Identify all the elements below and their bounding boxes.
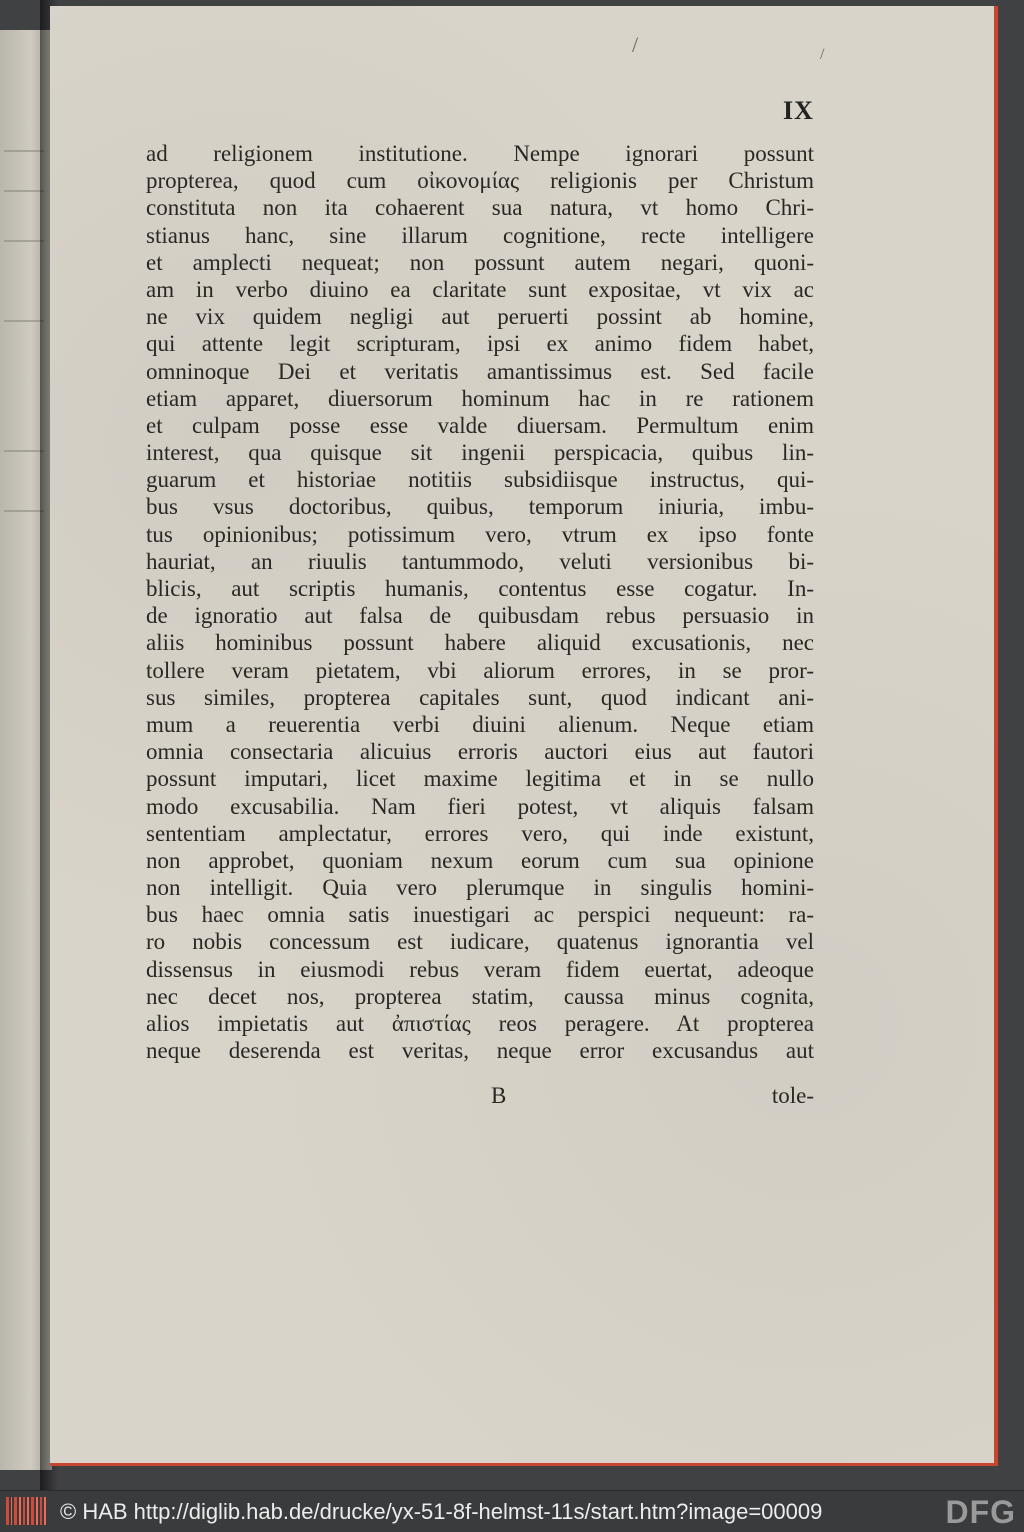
text-line: am in verbo diuino ea claritate sunt expositae, vt vix ac: [146, 276, 814, 302]
copyright-link[interactable]: © HAB http://diglib.hab.de/drucke/yx-51-8f-helmst-11s/start.htm?image=00009: [60, 1499, 823, 1524]
text-line: omnia consectaria alicuius erroris auctori eius aut fautori: [146, 739, 814, 765]
text-line: dissensus in eiusmodi rebus veram fidem euertat, adeoque: [146, 956, 814, 982]
text-line: aliis hominibus possunt habere aliquid excusationis, nec: [146, 630, 814, 656]
text-line: de ignoratio aut falsa de quibusdam rebus persuasio in: [146, 603, 814, 629]
text-line: nec decet nos, propterea statim, caussa minus cognita,: [146, 983, 814, 1009]
text-line: et amplecti nequeat; non possunt autem negari, quoni-: [146, 249, 814, 275]
text-line: ne vix quidem negligi aut peruerti possint ab homine,: [146, 304, 814, 330]
body-text: [146, 140, 814, 1064]
viewer-footer-bar: [0, 1490, 1024, 1532]
text-line: interest, qua quisque sit ingenii perspicacia, quibus lin-: [146, 440, 814, 466]
pencil-mark: /: [820, 46, 825, 63]
text-line: omninoque Dei et veritatis amantissimus est. Sed facile: [146, 358, 814, 384]
text-line: blicis, aut scriptis humanis, contentus esse cogatur. In-: [146, 576, 814, 601]
text-line: tollere veram pietatem, vbi aliorum errores, in se pror-: [146, 657, 814, 683]
text-line: alios impietatis aut ἀπιστίας reos peragere. At propterea: [146, 1011, 814, 1036]
text-line: qui attente legit scripturam, ipsi ex animo fidem habet,: [146, 331, 814, 357]
page-number: IX: [783, 96, 814, 125]
text-line: ro nobis concessum est iudicare, quatenus ignorantia vel: [146, 929, 814, 955]
text-line: etiam apparet, diuersorum hominum hac in re rationem: [146, 385, 814, 411]
signature-mark: B: [491, 1083, 507, 1108]
text-line: bus vsus doctoribus, quibus, temporum iniuria, imbu-: [146, 494, 814, 520]
text-line: et culpam posse esse valde diuersam. Permultum enim: [146, 412, 814, 438]
pencil-mark: /: [632, 32, 639, 57]
text-line: constituta non ita cohaerent sua natura, vt homo Chri-: [146, 195, 814, 221]
text-line: guarum et historiae notitiis subsidiisque instructus, qui-: [146, 467, 814, 493]
text-line: propterea, quod cum οἰκονομίας religionis per Christum: [146, 168, 814, 194]
text-line: mum a reuerentia verbi diuini alienum. Neque etiam: [146, 711, 814, 737]
text-line: sus similes, propterea capitales sunt, quod indicant ani-: [146, 684, 814, 710]
text-line: sententiam amplectatur, errores vero, qui inde existunt,: [146, 820, 814, 846]
text-line: non approbet, quoniam nexum eorum cum sua opinione: [146, 847, 814, 873]
text-line: stianus hanc, sine illarum cognitione, recte intelligere: [146, 222, 814, 248]
text-line: hauriat, an riuulis tantummodo, veluti versionibus bi-: [146, 548, 814, 574]
text-line: modo excusabilia. Nam fieri potest, vt aliquis falsam: [146, 793, 814, 819]
dfg-logo[interactable]: DFG: [945, 1494, 1016, 1530]
catchword: tole-: [771, 1083, 814, 1108]
text-line: possunt imputari, licet maxime legitima et in se nullo: [146, 766, 814, 792]
text-line: bus haec omnia satis inuestigari ac perspici nequeunt: ra-: [146, 902, 814, 928]
text-line: neque deserenda est veritas, neque error excusandus aut: [146, 1038, 814, 1064]
text-line: non intelligit. Quia vero plerumque in singulis homini-: [146, 875, 814, 901]
text-line: tus opinionibus; potissimum vero, vtrum ex ipso fonte: [146, 521, 814, 547]
hab-logo-icon[interactable]: [6, 1497, 46, 1525]
text-line: ad religionem institutione. Nempe ignorari possunt: [146, 141, 814, 166]
